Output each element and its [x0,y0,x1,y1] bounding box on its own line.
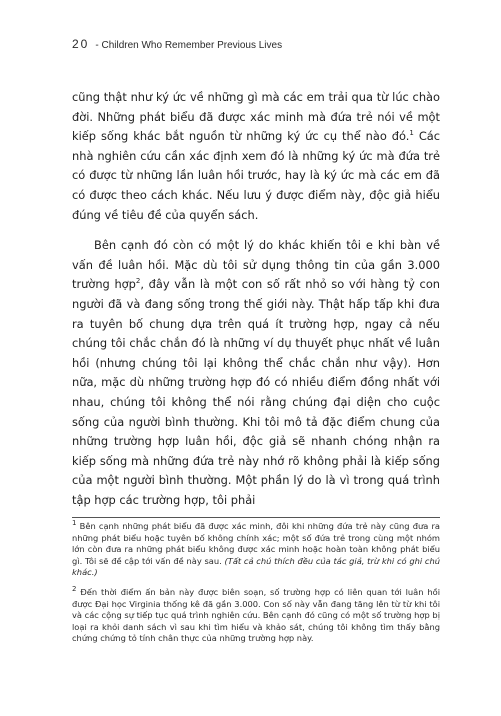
footnote-text: Bên cạnh những phát biểu đã được xác minh, đôi khi những đứa trẻ này cũng đưa ra những phát biểu hoặc tuyên bố không chính xác; một số đứa trẻ trong cùng một nhóm lớn còn đưa ra những phát biểu không được xác minh hoặc hoàn toàn không phát biểu gì. Tôi sẽ đề cập tới vấn đề này sau. [72,521,440,566]
body-text [72,88,440,521]
footnote-1 [72,521,440,579]
paragraph-2-text-a: Bên cạnh đó còn có một lý do khác khiến tôi e khi bàn về vấn đề luân hồi. Mặc dù tôi sử dụng thông tin của gần 3.000 trường hợp [72,238,440,292]
footnote-2 [72,587,440,645]
footnotes [72,521,440,653]
running-head [72,37,282,51]
footnote-text: Đến thời điểm ấn bản này được biên soạn, số trường hợp có liên quan tới luân hồi được Đại học Virginia thống kê đã gần 3.000. Con số này vẫn đang tăng lên từ từ khi tôi và các cộng sự tiếp tục quá trình nghiên cứu. Bên cạnh đó cũng có một số trường hợp bị loại ra khỏi danh sách vì sau khi tìm hiểu và khảo sát, chúng tôi không tìm thấy bằng chứng chứng tỏ tính chân thực của những trường hợp này. [72,586,440,644]
footnote-divider [72,517,440,518]
paragraph-2-text-b: , đây vẫn là một con số rất nhỏ so với hàng tỷ con người đã và đang sống trong thế giới này. Thật hấp tấp khi đưa ra tuyên bố chung dựa trên quá ít trường hợp, ngay cả nếu chúng tôi chắc chắn đó là những ví dụ thuyết phục nhất về luân hồi (nhưng chúng tôi lại không thể chắc chắn như vậy). Hơn nữa, mặc dù những trường hợp đó có nhiều điểm đồng nhất với nhau, chúng tôi không thể nói rằng chúng đại diện cho cuộc sống của người bình thường. Khi tôi mô tả đặc điểm chung của những trường hợp luân hồi, độc giả sẽ nhanh chóng nhận ra kiếp sống mà những đứa trẻ này nhớ rõ không phải là kiếp sống của một người bình thường. Một phần lý do là vì trong quá trình tập hợp các trường hợp, tôi phải [72,277,441,507]
paragraph-1 [72,88,440,225]
paragraph-1-text: cũng thật như ký ức về những gì mà các em trải qua từ lúc chào đời. Những phát biểu đã được xác minh mà đứa trẻ nói về một kiếp sống khác bắt nguồn từ những ký ức cụ thể nào đó. [72,90,440,144]
paragraph-2 [72,236,440,510]
footnote-italic-note: (Tất cả chú thích đều của tác giả, trừ khi có ghi chú khác.) [72,555,440,578]
paragraph-1-tail: Các nhà nghiên cứu cần xác định xem đó là những ký ức mà đứa trẻ có được từ những lần luân hồi trước, hay là ký ức mà các em đã có được theo cách khác. Nếu lưu ý được điểm này, độc giả hiểu đúng về tiêu đề của quyển sách. [72,129,441,222]
footnote-ref-1[interactable]: 1 [409,129,414,138]
footnote-number: 1 [72,519,77,528]
footnote-number: 2 [72,585,77,594]
footnote-ref-2[interactable]: 2 [135,277,141,286]
book-title: - Children Who Remember Previous Lives [95,40,283,51]
page-number: 20 [72,37,90,51]
